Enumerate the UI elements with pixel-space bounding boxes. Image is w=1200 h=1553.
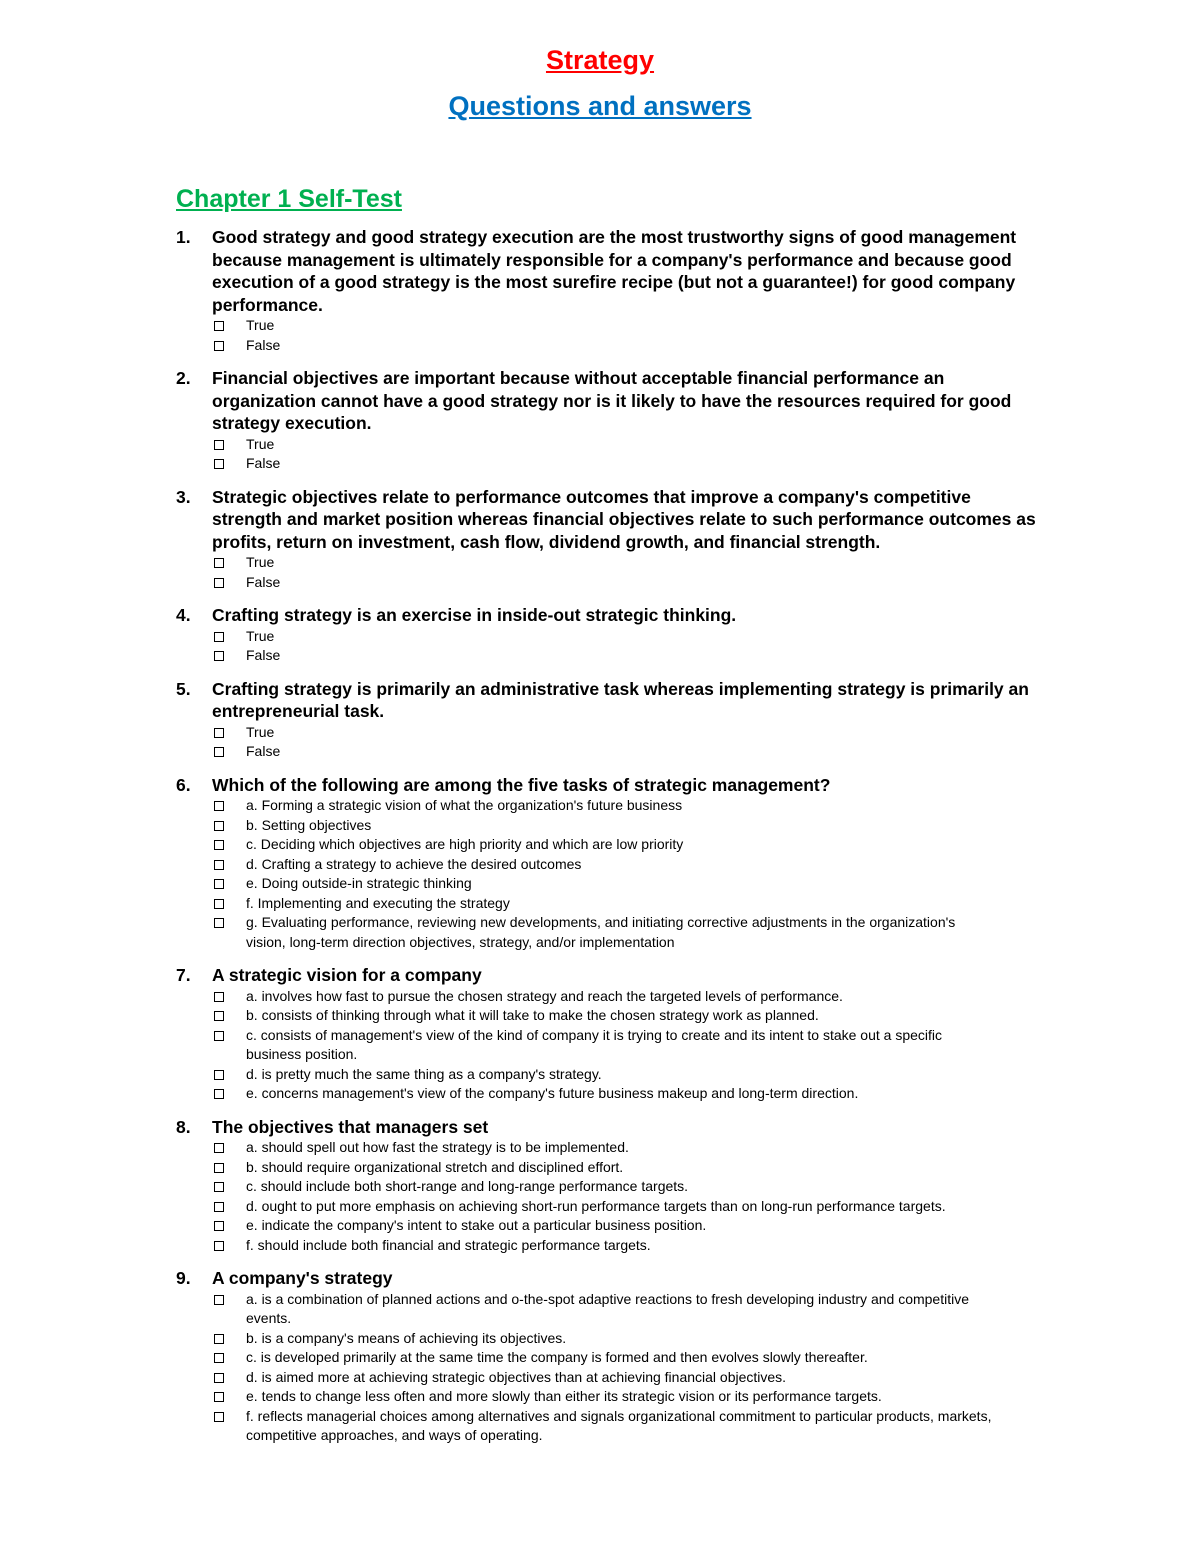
- option-label: f. Implementing and executing the strategy: [246, 894, 510, 911]
- answer-option[interactable]: [212, 835, 1036, 855]
- question-number: 9.: [176, 1268, 191, 1288]
- answer-option[interactable]: [212, 987, 1036, 1007]
- question-text: Crafting strategy is primarily an administrative task whereas implementing strategy is primarily an entrepreneurial task.: [212, 678, 1029, 721]
- option-list: [176, 987, 1036, 1104]
- answer-option[interactable]: [212, 742, 1036, 762]
- option-label: False: [246, 455, 281, 471]
- question-header: [176, 486, 1036, 554]
- answer-option[interactable]: [212, 894, 1036, 914]
- checkbox-icon[interactable]: [214, 321, 224, 331]
- answer-option[interactable]: [212, 1065, 1036, 1085]
- question-item: [176, 678, 1036, 762]
- option-label: False: [246, 336, 281, 353]
- question-number: 7.: [176, 965, 191, 985]
- question-text: Which of the following are among the five tasks of strategic management?: [212, 774, 831, 795]
- question-header: [176, 226, 1036, 316]
- option-label: e. concerns management's view of the company's future business makeup and long-term direction.: [246, 1085, 859, 1101]
- checkbox-icon[interactable]: [214, 1070, 224, 1080]
- option-label: False: [246, 573, 281, 590]
- answer-option[interactable]: [212, 1216, 1036, 1236]
- question-item: [176, 226, 1036, 355]
- checkbox-icon[interactable]: [214, 801, 224, 811]
- answer-option[interactable]: [212, 855, 1036, 875]
- checkbox-icon[interactable]: [214, 1089, 224, 1099]
- question-number: 2.: [176, 368, 191, 388]
- option-label: b. is a company's means of achieving its objectives.: [246, 1329, 567, 1346]
- question-number: 3.: [176, 486, 191, 507]
- checkbox-icon[interactable]: [214, 440, 224, 450]
- answer-option[interactable]: [212, 1006, 1036, 1026]
- option-label: d. Crafting a strategy to achieve the desired outcomes: [246, 855, 582, 872]
- question-text: Strategic objectives relate to performance outcomes that improve a company's competitive strength and market position whereas financial objectives relate to such performance outcomes as profits, return on investment, cash flow, dividend growth, and financial strength.: [212, 486, 1036, 552]
- question-text: Good strategy and good strategy execution are the most trustworthy signs of good management because management is ultimately responsible for a company's performance and because good execution of a good strategy is the most surefire recipe (but not a guarantee!) for good company performance.: [212, 227, 1017, 315]
- answer-option[interactable]: [212, 435, 1036, 455]
- answer-option[interactable]: [212, 454, 1036, 474]
- option-label: True: [246, 723, 275, 740]
- checkbox-icon[interactable]: [214, 1373, 224, 1383]
- question-item: [176, 964, 1036, 1104]
- question-header: [176, 774, 1036, 797]
- option-list: [176, 1290, 1036, 1446]
- answer-option[interactable]: [212, 1348, 1036, 1368]
- answer-option[interactable]: [212, 1368, 1036, 1388]
- answer-option[interactable]: [212, 816, 1036, 836]
- question-header: [176, 1267, 1036, 1290]
- answer-option[interactable]: [212, 1138, 1036, 1158]
- answer-option[interactable]: [212, 723, 1036, 743]
- answer-option[interactable]: [212, 1407, 1036, 1446]
- answer-option[interactable]: [212, 627, 1036, 647]
- question-text: Financial objectives are important because without acceptable financial performance an organization cannot have a good strategy nor is it likely to have the resources required for good strategy execution.: [212, 368, 1012, 433]
- checkbox-icon[interactable]: [214, 341, 224, 351]
- checkbox-icon[interactable]: [214, 1353, 224, 1363]
- checkbox-icon[interactable]: [214, 632, 224, 642]
- question-text: The objectives that managers set: [212, 1116, 489, 1137]
- checkbox-icon[interactable]: [214, 821, 224, 831]
- option-label: c. consists of management's view of the kind of company it is trying to create and its intent to stake out a specific business position.: [246, 1026, 943, 1062]
- answer-option[interactable]: [212, 1026, 1036, 1065]
- checkbox-icon[interactable]: [214, 1031, 224, 1041]
- option-list: [176, 796, 1036, 952]
- chapter-heading: Chapter 1 Self-Test: [176, 185, 402, 213]
- answer-option[interactable]: [212, 874, 1036, 894]
- answer-option[interactable]: [212, 1084, 1036, 1104]
- question-number: 5.: [176, 678, 191, 699]
- question-number: 4.: [176, 605, 191, 625]
- option-label: e. tends to change less often and more slowly than either its strategic vision or its performance targets.: [246, 1388, 882, 1404]
- checkbox-icon[interactable]: [214, 578, 224, 588]
- checkbox-icon[interactable]: [214, 1011, 224, 1021]
- question-text: A company's strategy: [212, 1268, 393, 1288]
- checkbox-icon[interactable]: [214, 558, 224, 568]
- checkbox-icon[interactable]: [214, 992, 224, 1002]
- checkbox-icon[interactable]: [214, 840, 224, 850]
- option-list: [176, 435, 1036, 474]
- option-label: False: [246, 647, 281, 663]
- checkbox-icon[interactable]: [214, 1163, 224, 1173]
- option-label: False: [246, 743, 281, 759]
- question-header: [176, 367, 1036, 435]
- checkbox-icon[interactable]: [214, 747, 224, 757]
- option-label: a. Forming a strategic vision of what the organization's future business: [246, 797, 683, 813]
- answer-option[interactable]: [212, 1158, 1036, 1178]
- option-label: d. ought to put more emphasis on achieving short-run performance targets than on long-run performance targets.: [246, 1197, 946, 1214]
- answer-option[interactable]: [212, 1197, 1036, 1217]
- answer-option[interactable]: [212, 573, 1036, 593]
- checkbox-icon[interactable]: [214, 1412, 224, 1422]
- question-item: [176, 486, 1036, 593]
- document-title: Strategy: [545, 45, 655, 75]
- option-label: a. is a combination of planned actions and o-the-spot adaptive reactions to fresh developing industry and competitive events.: [246, 1290, 969, 1326]
- option-label: c. Deciding which objectives are high priority and which are low priority: [246, 836, 684, 852]
- question-list: [176, 226, 1036, 1458]
- option-label: a. should spell out how fast the strategy is to be implemented.: [246, 1139, 629, 1155]
- checkbox-icon[interactable]: [214, 899, 224, 909]
- answer-option[interactable]: [212, 1329, 1036, 1349]
- option-label: d. is pretty much the same thing as a company's strategy.: [246, 1065, 602, 1082]
- question-text: A strategic vision for a company: [212, 965, 482, 985]
- answer-option[interactable]: [212, 1177, 1036, 1197]
- checkbox-icon[interactable]: [214, 1221, 224, 1231]
- option-label: g. Evaluating performance, reviewing new developments, and initiating corrective adjustments in the organization's vision, long-term direction objectives, strategy, and/or implementation: [246, 914, 956, 950]
- checkbox-icon[interactable]: [214, 1334, 224, 1344]
- question-item: [176, 774, 1036, 953]
- checkbox-icon[interactable]: [214, 1202, 224, 1212]
- checkbox-icon[interactable]: [214, 879, 224, 889]
- option-label: c. should include both short-range and long-range performance targets.: [246, 1178, 689, 1194]
- checkbox-icon[interactable]: [214, 918, 224, 928]
- checkbox-icon[interactable]: [214, 1392, 224, 1402]
- option-label: True: [246, 435, 275, 452]
- question-item: [176, 604, 1036, 666]
- option-label: f. should include both financial and strategic performance targets.: [246, 1236, 651, 1253]
- answer-option[interactable]: [212, 316, 1036, 336]
- checkbox-icon[interactable]: [214, 459, 224, 469]
- answer-option[interactable]: [212, 336, 1036, 356]
- question-header: [176, 964, 1036, 987]
- option-list: [176, 553, 1036, 592]
- option-label: True: [246, 554, 275, 570]
- question-header: [176, 678, 1036, 723]
- checkbox-icon[interactable]: [214, 1182, 224, 1192]
- answer-option[interactable]: [212, 646, 1036, 666]
- answer-option[interactable]: [212, 913, 1036, 952]
- checkbox-icon[interactable]: [214, 1295, 224, 1305]
- checkbox-icon[interactable]: [214, 728, 224, 738]
- option-label: d. is aimed more at achieving strategic objectives than at achieving financial objectives.: [246, 1368, 787, 1385]
- option-label: True: [246, 627, 275, 644]
- question-text: Crafting strategy is an exercise in inside-out strategic thinking.: [212, 605, 737, 625]
- question-header: [176, 1116, 1036, 1139]
- option-list: [176, 723, 1036, 762]
- answer-option[interactable]: [212, 1236, 1036, 1256]
- checkbox-icon[interactable]: [214, 1143, 224, 1153]
- option-label: e. Doing outside-in strategic thinking: [246, 875, 472, 891]
- option-label: b. Setting objectives: [246, 816, 372, 833]
- answer-option[interactable]: [212, 1290, 1036, 1329]
- question-item: [176, 1116, 1036, 1256]
- option-list: [176, 316, 1036, 355]
- option-label: f. reflects managerial choices among alternatives and signals organizational commitment to particular products, markets, competitive approaches, and ways of operating.: [246, 1407, 992, 1443]
- checkbox-icon[interactable]: [214, 860, 224, 870]
- answer-option[interactable]: [212, 1387, 1036, 1407]
- option-list: [176, 627, 1036, 666]
- option-label: c. is developed primarily at the same time the company is formed and then evolves slowly thereafter.: [246, 1349, 868, 1365]
- question-header: [176, 604, 1036, 627]
- document-subtitle: Questions and answers: [448, 91, 752, 121]
- checkbox-icon[interactable]: [214, 651, 224, 661]
- answer-option[interactable]: [212, 553, 1036, 573]
- option-label: b. consists of thinking through what it will take to make the chosen strategy work as planned.: [246, 1007, 819, 1023]
- question-number: 1.: [176, 227, 191, 247]
- option-label: True: [246, 317, 275, 333]
- question-number: 6.: [176, 774, 191, 795]
- option-label: e. indicate the company's intent to stake out a particular business position.: [246, 1217, 707, 1233]
- question-number: 8.: [176, 1116, 191, 1137]
- question-item: [176, 1267, 1036, 1446]
- option-label: a. involves how fast to pursue the chosen strategy and reach the targeted levels of performance.: [246, 987, 843, 1004]
- option-list: [176, 1138, 1036, 1255]
- checkbox-icon[interactable]: [214, 1241, 224, 1251]
- question-item: [176, 367, 1036, 474]
- answer-option[interactable]: [212, 796, 1036, 816]
- option-label: b. should require organizational stretch and disciplined effort.: [246, 1158, 624, 1175]
